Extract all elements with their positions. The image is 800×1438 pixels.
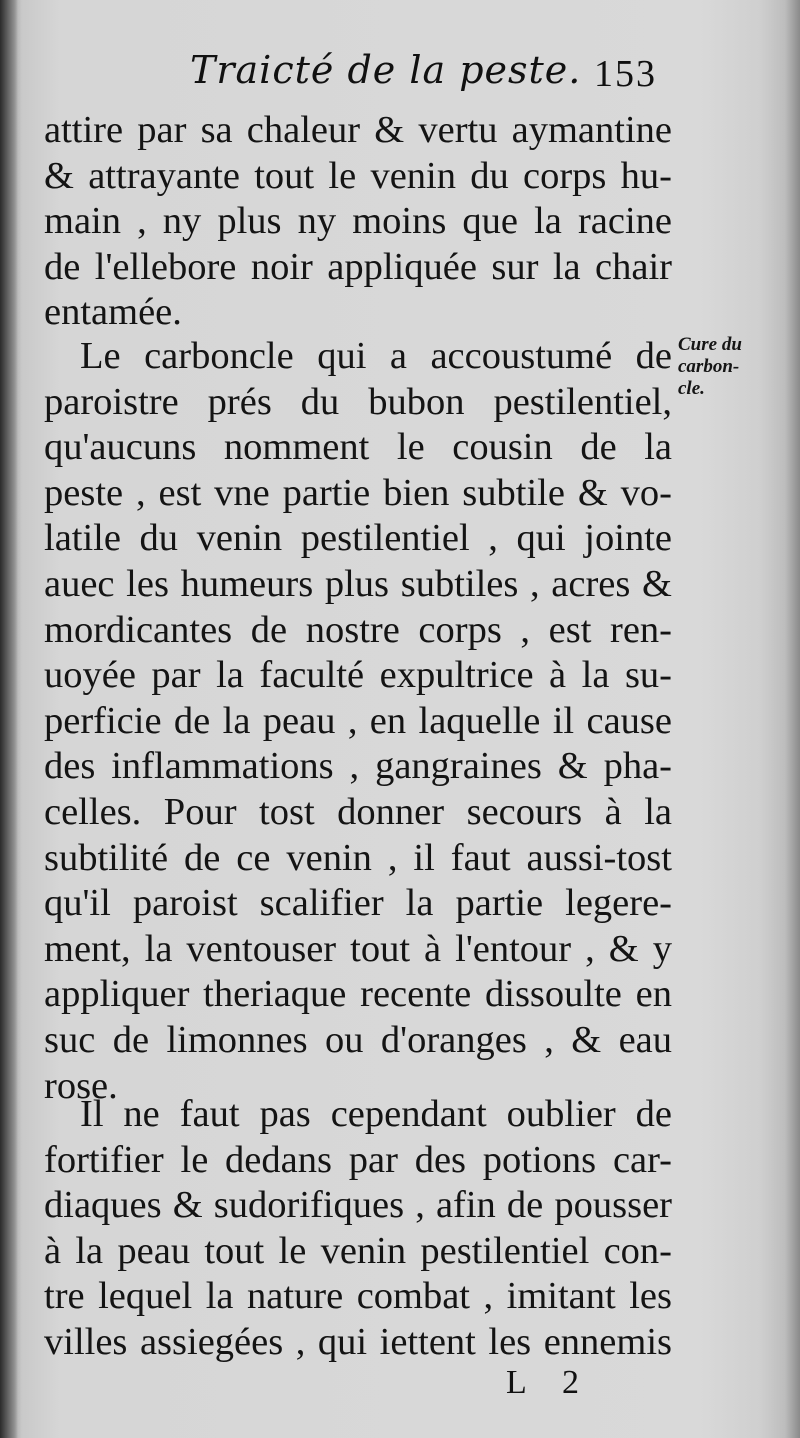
text-line: Le carboncle qui a accoustumé de (80, 335, 672, 377)
text-line: Il ne faut pas cependant oublier de (80, 1093, 672, 1135)
text-line: subtilité de ce venin , il faut aussi-tost (44, 836, 672, 879)
marginal-note-line: carbon- (678, 356, 740, 377)
text-line: ment, la ventouser tout à l'entour , & y (44, 927, 672, 970)
text-line: appliquer theriaque recente dissoulte en (44, 973, 672, 1016)
paragraph-2 (44, 334, 672, 1109)
text-line: villes assiegées , qui iettent les ennemis (44, 1320, 672, 1363)
paragraph-1 (44, 108, 672, 336)
signature-mark: L 2 (506, 1364, 594, 1401)
page-gutter-shadow (0, 0, 18, 1438)
text-line: qu'aucuns nomment le cousin de la (44, 426, 672, 469)
text-line: celles. Pour tost donner secours à la (44, 790, 672, 833)
text-line: de l'ellebore noir appliquée sur la chair (44, 245, 672, 288)
text-line: paroistre prés du bubon pestilentiel, (44, 380, 672, 423)
marginal-note-line: cle. (678, 378, 705, 399)
text-line: rose. (44, 1064, 118, 1107)
text-line: attire par sa chaleur & vertu aymantine (44, 109, 672, 151)
text-line: latile du venin pestilentiel , qui jointe (44, 517, 672, 560)
text-line: des inflammations , gangraines & pha- (44, 745, 672, 788)
text-line: qu'il paroist scalifier la partie legere- (44, 882, 672, 925)
paragraph-3 (44, 1092, 672, 1366)
page-number: 153 (594, 53, 657, 95)
text-line: auec les humeurs plus subtiles , acres & (44, 562, 672, 605)
text-line: diaques & sudorifiques , afin de pousser (44, 1184, 672, 1227)
text-line: mordicantes de nostre corps , est ren- (44, 608, 672, 651)
text-line: tre lequel la nature combat , imitant les (44, 1275, 672, 1318)
text-line: entamée. (44, 291, 182, 334)
text-line: & attrayante tout le venin du corps hu- (44, 154, 672, 197)
text-line: fortifier le dedans par des potions car- (44, 1138, 672, 1181)
marginal-note-line: Cure du (678, 334, 742, 355)
text-line: peste , est vne partie bien subtile & vo- (44, 471, 672, 514)
text-line: main , ny plus ny moins que la racine (44, 200, 672, 243)
marginal-note (678, 334, 796, 400)
text-line: uoyée par la faculté expultrice à la su- (44, 654, 672, 697)
text-line: à la peau tout le venin pestilentiel con- (44, 1229, 672, 1272)
text-line: perficie de la peau , en laquelle il cause (44, 699, 672, 742)
text-line: suc de limonnes ou d'oranges , & eau (44, 1018, 672, 1061)
running-head: Traicté de la peste. (190, 48, 582, 92)
